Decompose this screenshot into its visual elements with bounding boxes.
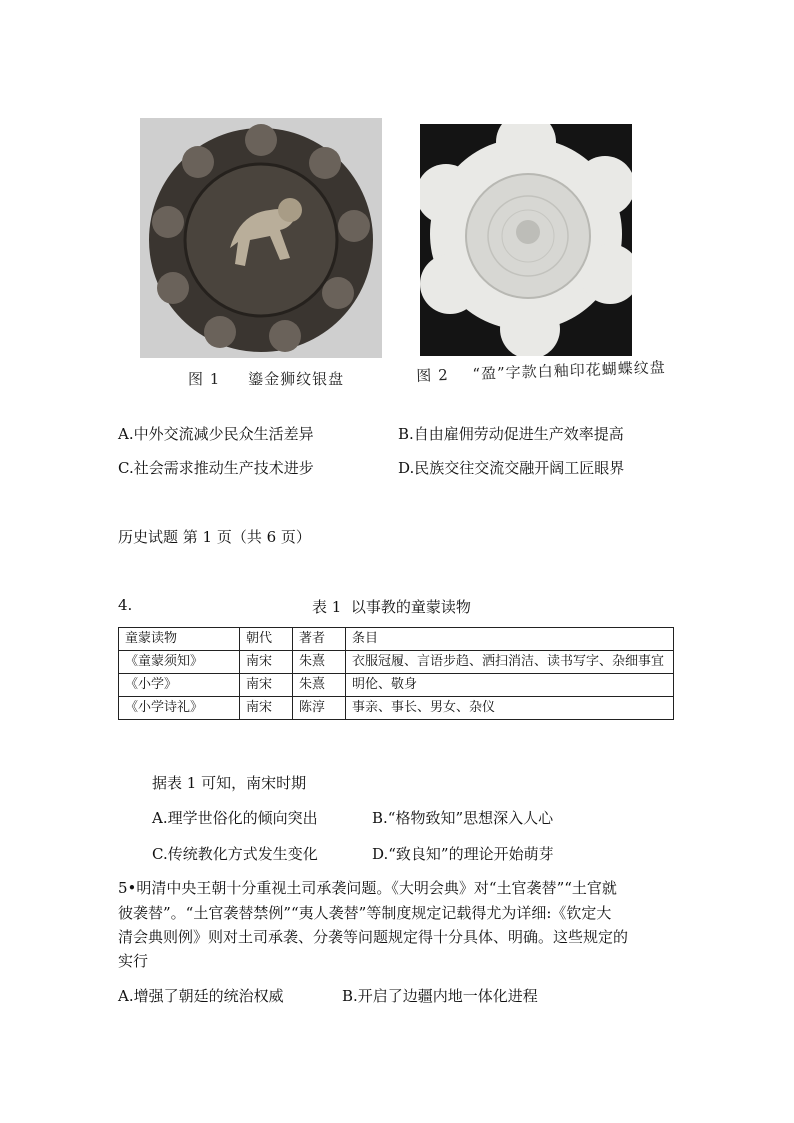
figure-1-photo [140, 118, 382, 358]
page-footer: 历史试题 第 1 页（共 6 页） [118, 528, 311, 546]
table-cell: 朱熹 [293, 674, 346, 697]
figure-2-caption [416, 356, 666, 386]
q5-stem-line: 彼袭替”。“土官袭替禁例”“夷人袭替”等制度规定记载得尤为详细:《钦定大 [118, 904, 612, 922]
table-cell: 衣服冠履、言语步趋、洒扫消洁、读书写字、杂细事宜 [346, 651, 674, 674]
q4-option-d[interactable]: D.“致良知”的理论开始萌芽 [372, 845, 554, 863]
table-header-cell: 朝代 [240, 628, 293, 651]
table-row [119, 651, 674, 674]
q3-option-c[interactable]: C.社会需求推动生产技术进步 [118, 459, 314, 477]
table-cell: 陈淳 [293, 697, 346, 720]
table-header-row [119, 628, 674, 651]
table-header-cell: 著者 [293, 628, 346, 651]
table-cell: 南宋 [240, 674, 293, 697]
figure-2-number: 图 2 [416, 365, 449, 385]
table-cell: 《小学》 [119, 674, 240, 697]
q4-stem: 据表 1 可知，南宋时期 [152, 774, 307, 792]
table-1-title: 表 1 以事教的童蒙读物 [312, 598, 471, 616]
table-cell: 事亲、事长、男女、杂仪 [346, 697, 674, 720]
q4-option-b[interactable]: B.“格物致知”思想深入人心 [372, 809, 554, 827]
table-cell: 南宋 [240, 697, 293, 720]
gilded-lion-silver-plate-photo [140, 118, 382, 358]
q5-stem-line: 实行 [118, 952, 149, 970]
table-header-cell: 童蒙读物 [119, 628, 240, 651]
figure-2-title: “盈”字款白釉印花蝴蝶纹盘 [472, 358, 666, 384]
table-cell: 明伦、敬身 [346, 674, 674, 697]
table-cell: 南宋 [240, 651, 293, 674]
table-cell: 朱熹 [293, 651, 346, 674]
table-cell: 《小学诗礼》 [119, 697, 240, 720]
q3-option-d[interactable]: D.民族交往交流交融开阔工匠眼界 [398, 459, 625, 477]
q5-stem-line: 清会典则例》则对土司承袭、分袭等问题规定得十分具体、明确。这些规定的 [118, 928, 629, 946]
figure-1-title: 鎏金狮纹银盘 [248, 370, 345, 388]
figure-1-caption [188, 368, 344, 389]
q3-option-a[interactable]: A.中外交流减少民众生活差异 [118, 425, 314, 443]
table-cell: 《童蒙须知》 [119, 651, 240, 674]
q5-stem-line: 5•明清中央王朝十分重视土司承袭问题。《大明会典》对“土官袭替”“土官就 [118, 879, 617, 897]
q3-option-b[interactable]: B.自由雇佣劳动促进生产效率提高 [398, 425, 624, 443]
white-glazed-butterfly-plate-photo [420, 124, 632, 356]
table-1 [118, 627, 674, 720]
figure-1-number: 图 1 [188, 370, 221, 388]
q4-option-a[interactable]: A.理学世俗化的倾向突出 [152, 809, 318, 827]
table-row [119, 697, 674, 720]
q4-number: 4. [118, 596, 133, 614]
table-header-cell: 条目 [346, 628, 674, 651]
table-row [119, 674, 674, 697]
q5-option-b[interactable]: B.开启了边疆内地一体化进程 [342, 987, 538, 1005]
q4-option-c[interactable]: C.传统教化方式发生变化 [152, 845, 318, 863]
q5-option-a[interactable]: A.增强了朝廷的统治权威 [118, 987, 284, 1005]
figure-2-photo [420, 124, 632, 356]
